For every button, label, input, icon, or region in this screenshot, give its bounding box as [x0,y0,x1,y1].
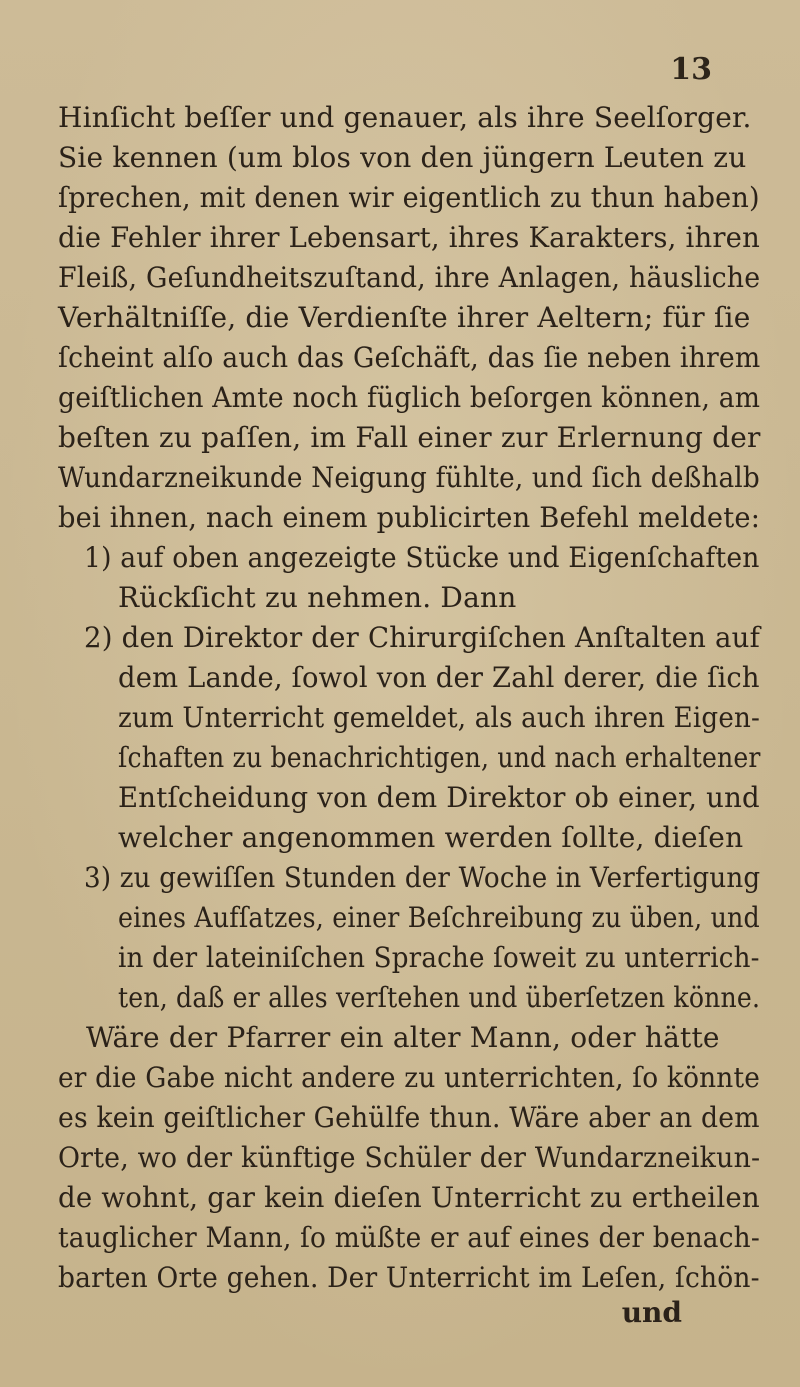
text-line: Wäre der Pfarrer ein alter Mann, oder hätte [86,1021,720,1054]
list-item-line: dem Lande, ſowol von der Zahl derer, die ſich [118,661,760,694]
text-line: Sie kennen (um blos von den jüngern Leuten zu [58,141,747,174]
list-item-line: ſchaften zu benachrichtigen, und nach erhaltener [118,741,761,774]
text-line: beſten zu paſſen, im Fall einer zur Erlernung der [58,421,761,454]
text-line: Verhältniſſe, die Verdienſte ihrer Aeltern; für ſie [58,301,751,334]
list-item-line: 1) auf oben angezeigte Stücke und Eigenſchaften [84,541,760,574]
text-line: geiſtlichen Amte noch füglich beſorgen können, am [58,381,761,414]
list-item-line: 3) zu gewiſſen Stunden der Woche in Verfertigung [84,861,761,894]
text-line: tauglicher Mann, ſo müßte er auf eines der benach- [58,1221,760,1254]
catchword: und [621,1296,682,1329]
text-line: Orte, wo der künftige Schüler der Wundarzneikun- [58,1141,761,1174]
text-line: bei ihnen, nach einem publicirten Befehl meldete: [58,501,761,534]
list-item-line: eines Aufſatzes, einer Beſchreibung zu üben, und [118,901,760,934]
list-item-line: zum Unterricht gemeldet, als auch ihren Eigen- [118,701,761,734]
text-line: ſcheint alſo auch das Geſchäft, das ſie neben ihrem [58,341,761,374]
text-line: er die Gabe nicht andere zu unterrichten, ſo könnte [58,1061,761,1094]
text-line: es kein geiſtlicher Gehülfe thun. Wäre aber an dem [58,1101,760,1134]
list-item-line: ten, daß er alles verſtehen und überſetzen könne. [118,981,761,1014]
text-line: Fleiß, Geſundheitszuſtand, ihre Anlagen, häusliche [58,261,761,294]
text-line: ſprechen, mit denen wir eigentlich zu thun haben) [58,181,760,214]
text-line: barten Orte gehen. Der Unterricht im Leſen, ſchön- [58,1261,760,1294]
list-item-line: in der lateiniſchen Sprache ſoweit zu unterrich- [118,941,760,974]
list-item-line: Rückſicht zu nehmen. Dann [118,581,517,614]
list-item-line: Entſcheidung von dem Direktor ob einer, und [118,781,760,814]
list-item-line: welcher angenommen werden ſollte, dieſen [118,821,744,854]
text-line: de wohnt, gar kein dieſen Unterricht zu ertheilen [58,1181,760,1214]
text-line: Wundarzneikunde Neigung fühlte, und ſich deßhalb [58,461,760,494]
list-item-line: 2) den Direktor der Chirurgiſchen Anſtalten auf [84,621,761,654]
text-line: die Fehler ihrer Lebensart, ihres Karakters, ihren [58,221,760,254]
text-line: Hinſicht beſſer und genauer, als ihre Seelſorger. [58,101,752,134]
page-number: 13 [670,52,712,87]
